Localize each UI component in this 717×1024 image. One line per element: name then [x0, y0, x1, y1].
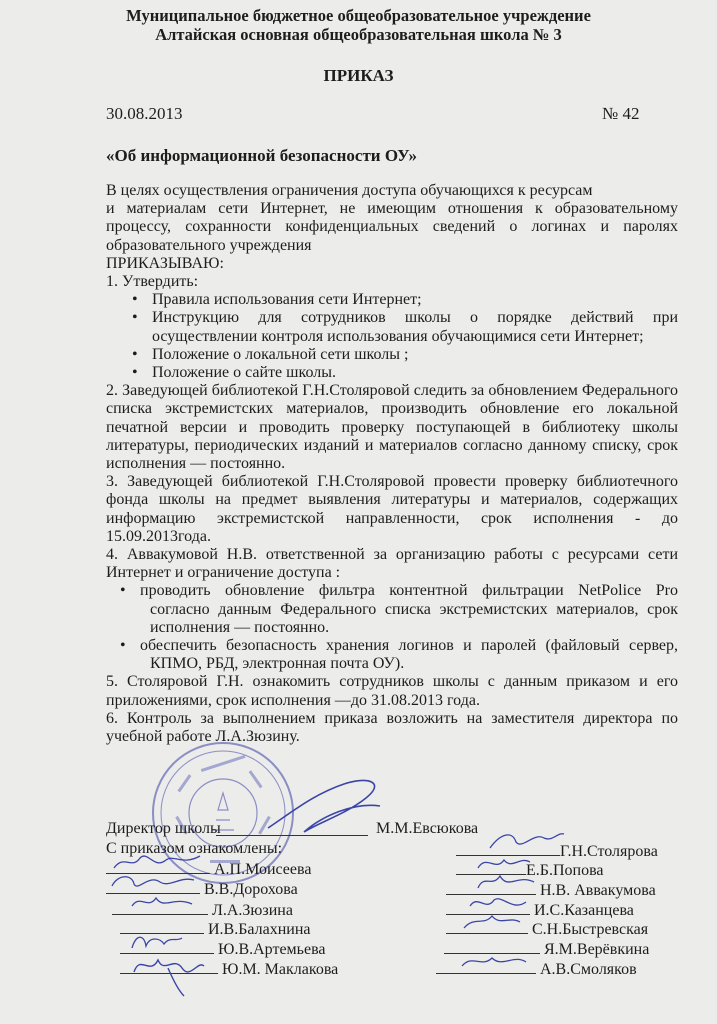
list-item: • Инструкцию для сотрудников школы о порядке действий при осуществлении контроля использования обучающимися сети Интернет;: [106, 309, 678, 345]
signatory-name: С.Н.Быстревская: [532, 921, 649, 938]
intro-text: и материалам сети Интернет, не имеющим отношения к образовательному процессу, сохранности конфиденциальных сведений о логинах и паролях образовательного учреждения: [106, 200, 678, 254]
signature-icon: [262, 772, 392, 842]
signatory-name: Л.А.Зюзина: [212, 902, 293, 919]
header-line-1: Муниципальное бюджетное общеобразовательное учреждение: [126, 6, 591, 25]
signatory-name: Ю.М. Маклакова: [222, 961, 339, 978]
signatory-name: И.В.Балахнина: [208, 921, 311, 938]
signatory-name: Я.М.Верёвкина: [544, 941, 650, 958]
order-date: 30.08.2013: [106, 104, 183, 123]
item-5: 5. Столяровой Г.Н. ознакомить сотрудников школы с данным приказом и его приложениями, срок исполнения —до 31.08.2013 года.: [106, 673, 678, 709]
item-4-list: [106, 582, 678, 673]
director-label: Директор школы: [106, 820, 221, 837]
item-2: 2. Заведующей библиотекой Г.Н.Столяровой следить за обновлением Федерального списка экстремистских материалов, производить обновление его локальной печатной версии и проводить проверку поступающей в библиотеку школы литературы, периодических изданий и материалов согласно данному списку, срок исполнения — постоянно.: [106, 382, 678, 473]
list-item: • Положение о сайте школы.: [106, 364, 678, 382]
document-title: ПРИКАЗ: [323, 66, 394, 85]
signatory-name: Г.Н.Столярова: [560, 843, 658, 860]
list-item: • проводить обновление фильтра контентной фильтрации NetPolice Pro согласно данным Федерального списка экстремистских материалов, срок исполнения — постоянно.: [106, 582, 678, 637]
signature-icon: [128, 890, 198, 914]
item-6: 6. Контроль за выполнением приказа возложить на заместителя директора по учебной работе Л.А.Зюзину.: [106, 709, 678, 746]
header-line-2: Алтайская основная общеобразовательная школа № 3: [155, 25, 562, 44]
order-subject: «Об информационной безопасности ОУ»: [106, 146, 418, 165]
signature-icon: [460, 908, 524, 934]
signatory-name: В.В.Дорохова: [204, 881, 298, 898]
order-body: [106, 182, 678, 746]
signatory-name: А.П.Моисеева: [214, 861, 312, 878]
signatory-name: А.В.Смоляков: [540, 961, 637, 978]
order-number: № 42: [602, 104, 640, 123]
list-item: • Положение о локальной сети школы ;: [106, 346, 678, 364]
signatory-name: Ю.В.Артемьева: [218, 941, 326, 958]
director-name: М.М.Евсюкова: [376, 820, 479, 837]
item-3: 3. Заведующей библиотекой Г.Н.Столяровой провести проверку библиотечного фонда школы на предмет выявления литературы и материалов, содержащих информацию экстремистской направленности, срок исполнения - до 15.09.2013года.: [106, 473, 678, 545]
signatory-name: И.С.Казанцева: [534, 902, 634, 919]
signatory-name: Е.Б.Попова: [526, 862, 604, 879]
institution-header: [0, 6, 717, 44]
acknowledged-label: С приказом ознакомлены:: [106, 840, 283, 857]
item-1-list: [106, 291, 678, 382]
list-item: • Правила использования сети Интернет;: [106, 291, 678, 309]
signature-icon: [458, 948, 530, 974]
signature-icon: [128, 946, 208, 998]
director-signature-line: [216, 835, 368, 836]
list-item: • обеспечить безопасность хранения логинов и паролей (файловый сервер, КПМО, РБД, электронная почта ОУ).: [106, 637, 678, 673]
intro-line-1: В целях осуществления ограничения доступа обучающихся к ресурсам: [106, 182, 593, 199]
item-1-heading: 1. Утвердить:: [106, 273, 199, 291]
signatory-name: Н.В. Аввакумова: [540, 882, 656, 899]
item-4-heading: 4. Аввакумовой Н.В. ответственной за организацию работы с ресурсами сети Интернет и ограничение доступа :: [106, 546, 678, 582]
order-word: ПРИКАЗЫВАЮ:: [106, 254, 224, 272]
